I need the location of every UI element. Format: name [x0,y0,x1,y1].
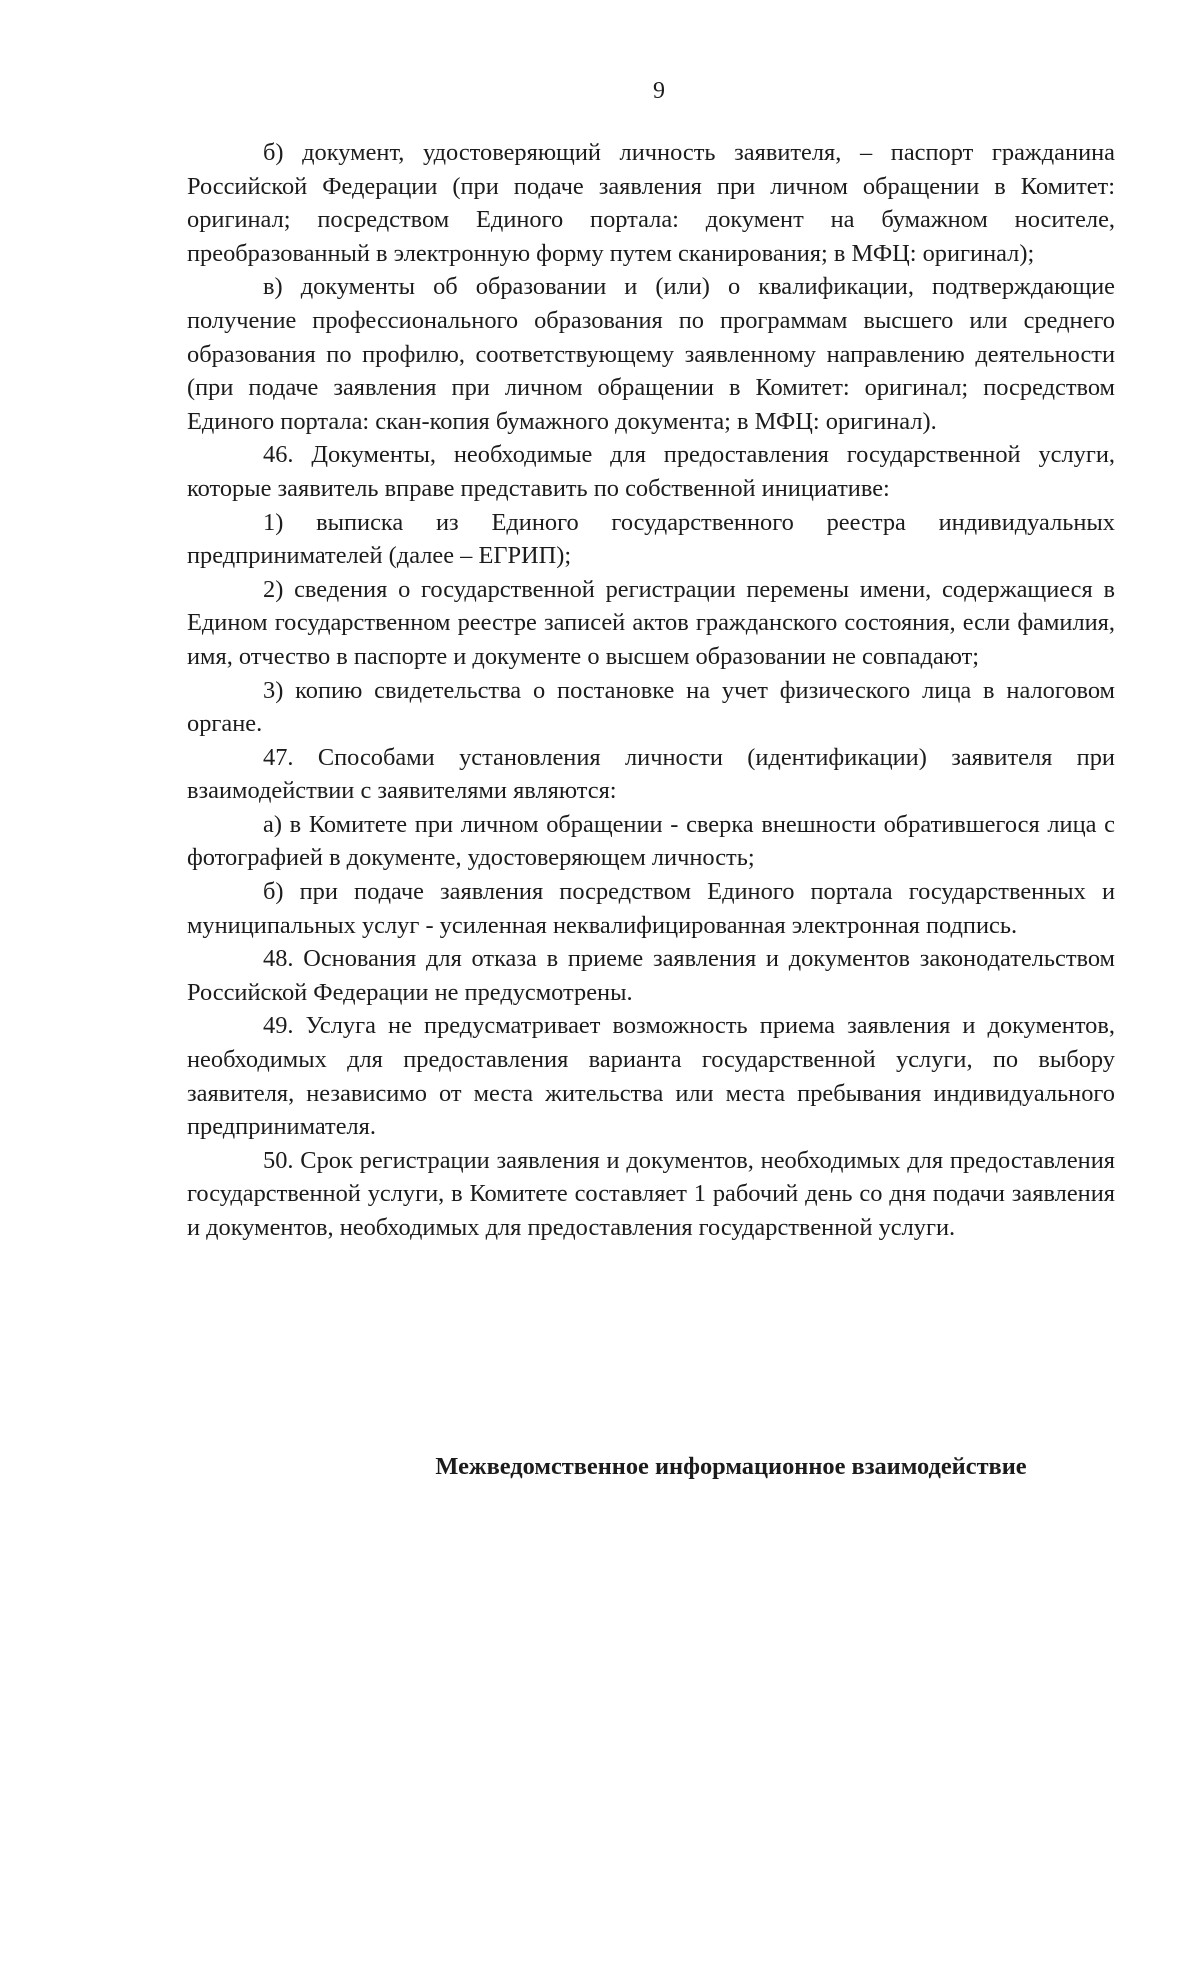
paragraph-47: 47. Способами установления личности (идентификации) заявителя при взаимодействии с заявителями являются: [187,743,1115,805]
paragraph-46-item-2: 2) сведения о государственной регистрации перемены имени, содержащиеся в Едином государственном реестре записей актов гражданского состояния, если фамилия, имя, отчество в паспорте и документе о высшем образовании не совпадают; [187,575,1115,670]
paragraph-47-item-b: б) при подаче заявления посредством Единого портала государственных и муниципальных услуг - усиленная неквалифицированная электронная подпись. [187,878,1115,939]
paragraph-item-v-education: в) документы об образовании и (или) о квалификации, подтверждающие получение профессионального образования по программам высшего или среднего образования по профилю, соответствующему заявленному направлению деятельности (при подаче заявления при личном обращении в Комитет: оригинал; посредством Единого портала: скан-копия бумажного документа; в МФЦ: оригинал). [187,273,1115,435]
paragraph-46: 46. Документы, необходимые для предоставления государственной услуги, которые заявитель вправе представить по собственной инициативе: [187,441,1115,502]
paragraph-48: 48. Основания для отказа в приеме заявления и документов законодательством Российской Федерации не предусмотрены. [187,945,1115,1006]
paragraph-47-item-a: а) в Комитете при личном обращении - сверка внешности обратившегося лица с фотографией в документе, удостоверяющем личность; [187,810,1115,872]
paragraph-46-item-3: 3) копию свидетельства о постановке на учет физического лица в налоговом органе. [187,676,1115,738]
paragraph-item-b-passport: б) документ, удостоверяющий личность заявителя, – паспорт гражданина Российской Федерации (при подаче заявления при личном обращении в Комитет: оригинал; посредством Единого портала: документ на бумажном носителе, преобразованный в электронную форму путем сканирования; в МФЦ: оригинал); [187,139,1115,267]
document-body [187,136,1115,1245]
paragraph-46-item-1: 1) выписка из Единого государственного реестра индивидуальных предпринимателей (далее – ЕГРИП); [187,508,1115,570]
paragraph-50: 50. Срок регистрации заявления и документов, необходимых для предоставления государственной услуги, в Комитете составляет 1 рабочий день со дня подачи заявления и документов, необходимых для предоставления государственной услуги. [187,1146,1115,1241]
section-heading: Межведомственное информационное взаимодействие [435,1453,1027,1480]
page-number: 9 [653,78,665,104]
paragraph-49: 49. Услуга не предусматривает возможность приема заявления и документов, необходимых для предоставления варианта государственной услуги, по выбору заявителя, независимо от места жительства или места пребывания индивидуального предпринимателя. [187,1012,1115,1141]
